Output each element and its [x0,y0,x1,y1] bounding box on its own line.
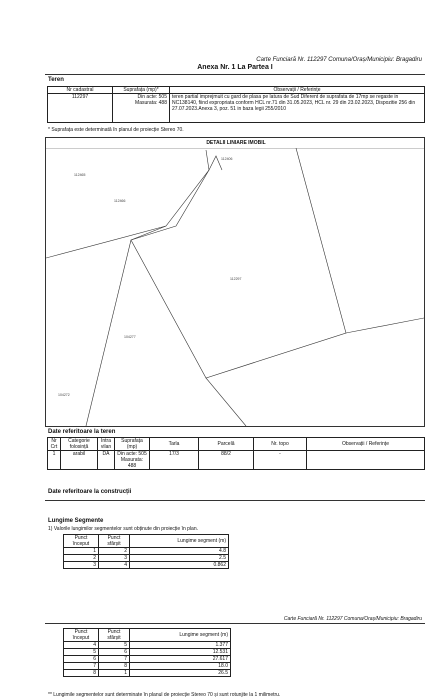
col-observatii: Observații / Referințe [170,87,425,94]
cell-len: 2.5 [130,555,229,562]
cell-start: 2 [64,555,99,562]
col-punct-inceput: Punct început [64,629,99,642]
divider [45,623,425,624]
col-punct-inceput: Punct început [64,535,99,548]
col-tarla: Tarla [150,438,199,451]
cell-start: 3 [64,562,99,569]
table-row [64,555,229,562]
col-punct-sfarsit: Punct sfârșit [99,535,130,548]
cell-end: 4 [99,562,130,569]
suprafata-value [113,94,170,123]
cell-nr: 1 [48,451,61,470]
plan-title: DETALII LINIARE IMOBIL [206,140,266,146]
cell-end: 5 [99,642,130,649]
cell-len: 1.377 [130,642,231,649]
table-row [64,663,231,670]
col-intravilan: Intra vilan [98,438,115,451]
cell-end: 7 [99,656,130,663]
label-left-upper: 112465 [74,173,86,177]
col-nr-crt: Nr Crt [48,438,61,451]
cell-len: 0.862 [130,562,229,569]
col-observatii: Observații / Referințe [307,438,425,451]
col-nr-cadastral: Nr cadastral [48,87,113,94]
cell-end: 1 [99,670,130,677]
cell-end: 2 [99,548,130,555]
anexa-title: Anexa Nr. 1 La Partea I [197,64,273,71]
cell-start: 1 [64,548,99,555]
cell-topo: - [254,451,307,470]
cell-len: 4.8 [130,548,229,555]
divider [45,500,425,501]
cell-end: 8 [99,663,130,670]
plan-frame [45,137,425,427]
table-row [64,562,229,569]
cell-categorie: arabil [61,451,98,470]
segmente-table [63,534,229,569]
constructii-heading: Date referitoare la construcții [48,489,132,495]
neighbour-line [346,318,424,333]
divider [45,74,425,75]
col-nr-topo: Nr. topo [254,438,307,451]
table-row [64,649,231,656]
col-lungime: Lungime segment (m) [130,629,231,642]
segmente-heading: Lungime Segmente [48,518,104,524]
table-row [48,451,425,470]
suprafata-masurata: Masurata: 488 [135,100,167,106]
col-suprafata: Suprafața (mp)* [113,87,170,94]
parcel-inner [131,170,209,240]
teren-data-heading: Date referitoare la teren [48,429,116,435]
col-lungime: Lungime segment (m) [130,535,229,548]
col-parcela: Parcelă [199,438,254,451]
table-row [64,548,229,555]
carte-funciara-ref: Carte Funciară Nr. 112297 Comuna/Oraș/Municipiu: Bragadiru [256,57,422,63]
table-row [64,670,231,677]
teren-footnote: * Suprafața este determinată în planul de proiecție Stereo 70. [48,127,184,133]
plan-svg [46,148,424,426]
label-bottom-left: 104272 [58,393,70,397]
table-row [64,656,231,663]
cell-len: 26.5 [130,670,231,677]
observatii-value: teren partial imprejmuit cu gard de plasa pe latura de Sud Diferent de suprafata de 17mp se regaste in NC138140, fiind expropriata conform HCL nr.71 din 31.05.2023, HCL nr. 29 din 23.02.2023, Dispozitie 256 din 27.07.2023.Anexa 3, poz. 51 in baza legii 255/2010 [170,94,425,123]
teren-data-table [47,437,425,470]
page2-carte-ref: Carte Funciară Nr. 112297 Comuna/Oraș/Municipiu: Bragadiru [283,616,422,622]
cell-suprafata-masurata: Masurata: 488 [120,457,144,469]
cell-tarla: 17/3 [150,451,199,470]
cell-start: 6 [64,656,99,663]
neighbour-line [46,226,166,258]
col-suprafata: Suprafața (mp) [115,438,150,451]
cell-suprafata [115,451,150,470]
cell-start: 4 [64,642,99,649]
cell-start: 7 [64,663,99,670]
teren-table [47,86,425,123]
page2-segmente-table [63,628,231,677]
cell-obs [307,451,425,470]
neighbour-line [206,378,246,426]
cell-len: 27.617 [130,656,231,663]
cell-end: 6 [99,649,130,656]
cell-len: 18.0 [130,663,231,670]
parcel-outline [131,148,346,378]
label-top: 112406 [221,157,233,161]
teren-heading: Teren [48,77,64,83]
table-row [64,642,231,649]
label-center: 112297 [230,277,242,281]
segmente-note: 1) Valorile lungimilor segmentelor sunt obținute din proiecție în plan. [48,526,198,532]
neighbour-line [86,240,131,426]
nr-cadastral-value: 112297 [48,94,113,123]
cell-suprafata-acte: Din acte: 505 [117,451,147,457]
col-categorie: Categorie folosință [61,438,98,451]
cell-start: 5 [64,649,99,656]
page2-footnote: ** Lungimile segmentelor sunt determinate în planul de proiecție Stereo 70 și sunt rotunjite la 1 milimetru. [48,692,281,698]
cell-start: 8 [64,670,99,677]
cell-end: 3 [99,555,130,562]
suprafata-acte: Din acte: 505 [137,94,167,100]
cell-len: 12.531 [130,649,231,656]
label-lower-left: 104277 [124,335,136,339]
cell-intravilan: DA [98,451,115,470]
cell-parcela: 88/2 [199,451,254,470]
col-punct-sfarsit: Punct sfârșit [99,629,130,642]
label-left-mid: 112466 [114,199,126,203]
